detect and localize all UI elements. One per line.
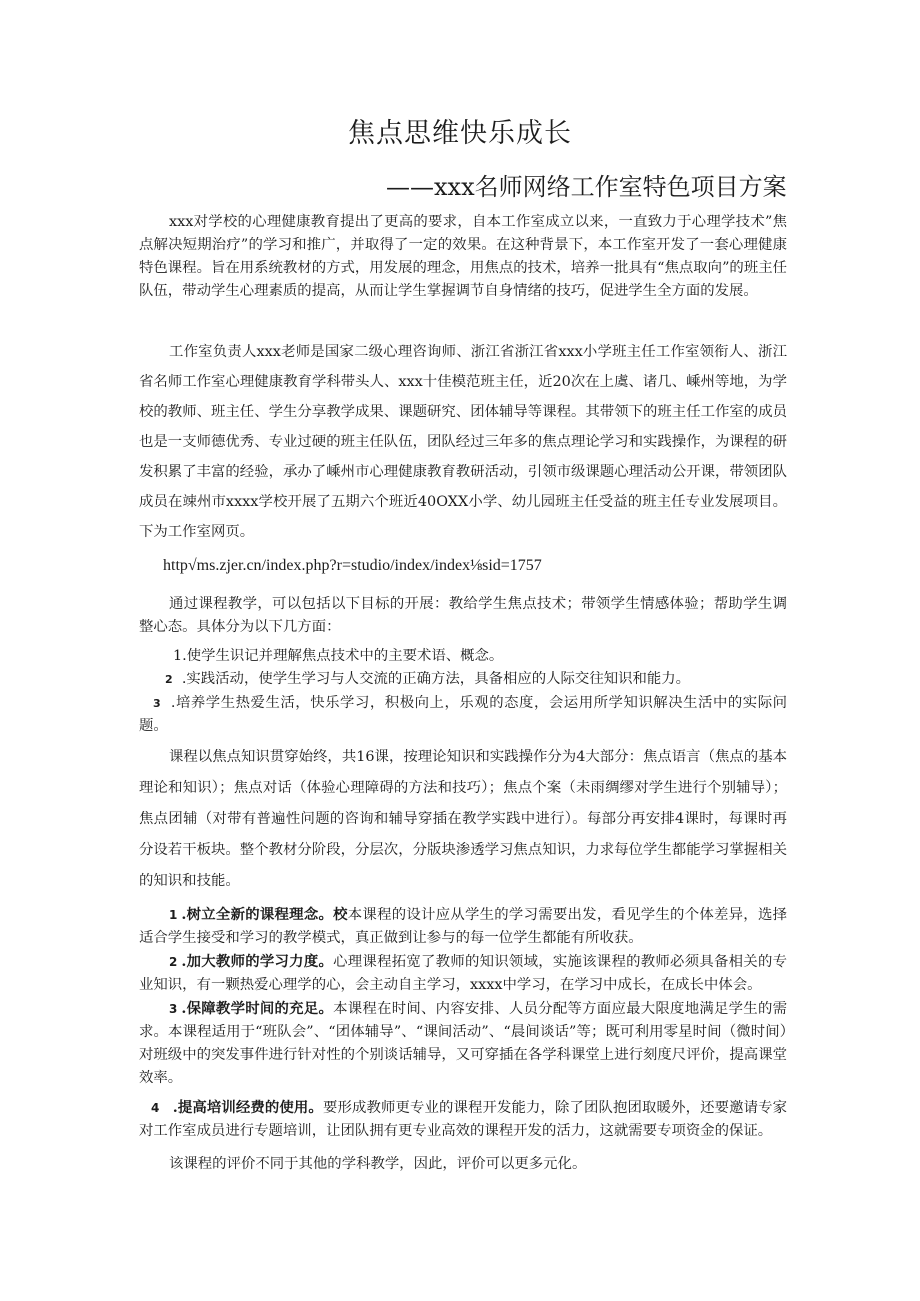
measure-2-body: 心理课程拓宽了教师的知识领域，实施该课程的教师必须具备相关的专业知识，有一颗热爱心理学的心，会主动自主学习，xxxx中学习，在学习中成长，在成长中体会。 xyxy=(139,954,787,993)
measure-item-1 xyxy=(139,903,787,950)
goal-item-3-text: .培养学生热爱生活，快乐学习，积极向上，乐观的态度，会运用所学知识解决生活中的实际问题。 xyxy=(139,695,787,734)
goal-item-2-text: .实践活动，使学生学习与人交流的正确方法，具备相应的人际交往知识和能力。 xyxy=(181,671,691,687)
measure-1-heading: .树立全新的课程理念。校 xyxy=(181,906,348,923)
measure-1-number: 1 xyxy=(169,908,178,922)
intro-paragraph: xxx对学校的心理健康教育提出了更高的要求，自本工作室成立以来，一直致力于心理学技术”焦点解决短期治疗”的学习和推广，并取得了一定的效果。在这种背景下，本工作室开发了一套心理健康特色课程。旨在用系统教材的方式，用发展的理念，用焦点的技术，培养一批具有“焦点取向”的班主任队伍，带动学生心理素质的提高，从而让学生掌握调节自身情绪的技巧，促进学生全方面的发展。 xyxy=(139,214,787,299)
goal-item-1: 1.使学生识记并理解焦点技术中的主要术语、概念。 xyxy=(173,648,504,664)
structure-paragraph: 课程以焦点知识贯穿始终，共16课，按理论知识和实践操作分为4大部分：焦点语言（焦点的基本理论和知识）；焦点对话（体验心理障碍的方法和技巧）；焦点个案（未雨绸缪对学生进行个别辅导）；焦点团辅（对带有普遍性问题的咨询和辅导穿插在教学实践中进行）。每部分再安排4课时，每课时再分设若干板块。整个教材分阶段，分层次，分版块渗透学习焦点知识，力求每位学生都能学习掌握相关的知识和技能。 xyxy=(139,749,787,889)
goal-item-3-number: 3 xyxy=(153,697,161,710)
measure-3-body: 本课程在时间、内容安排、人员分配等方面应最大限度地满足学生的需求。本课程适用于“班队会”、“团体辅导”、“课间活动”、“晨间谈话”等；既可利用零星时间（微时间）对班级中的突发事件进行针对性的个别谈话辅导，又可穿插在各学科课堂上进行刻度尺评价，提高课堂效率。 xyxy=(139,1001,787,1086)
measure-4-number: 4 xyxy=(151,1101,160,1115)
studio-url: http√ms.zjer.cn/index.php?r=studio/index/index⅛sid=1757 xyxy=(163,557,542,574)
measure-3-heading: .保障教学时间的充足。 xyxy=(181,1000,334,1017)
goals-paragraph: 通过课程教学，可以包括以下目标的开展：教给学生焦点技术；带领学生情感体验；帮助学生调整心态。具体分为以下几方面： xyxy=(139,596,787,635)
measure-item-2 xyxy=(139,950,787,997)
measure-item-4 xyxy=(139,1096,787,1143)
document-subtitle: ——xxx名师网络工作室特色项目方案 xyxy=(386,173,787,201)
measure-item-3 xyxy=(139,997,787,1090)
measure-3-number: 3 xyxy=(169,1002,178,1016)
goal-item-2 xyxy=(165,667,690,688)
evaluation-paragraph: 该课程的评价不同于其他的学科教学，因此，评价可以更多元化。 xyxy=(169,1156,587,1172)
measure-4-body: 要形成教师更专业的课程开发能力，除了团队抱团取暖外，还要邀请专家对工作室成员进行专题培训，让团队拥有更专业高效的课程开发的活力，这就需要专项资金的保证。 xyxy=(139,1100,787,1139)
measure-2-number: 2 xyxy=(169,955,178,969)
measure-2-heading: .加大教师的学习力度。 xyxy=(181,953,334,970)
goal-item-3 xyxy=(139,692,787,738)
document-title: 焦点思维快乐成长 xyxy=(348,118,572,149)
measure-1-body: 本课程的设计应从学生的学习需要出发，看见学生的个体差异，选择适合学生接受和学习的教学模式，真正做到让参与的每一位学生都能有所收获。 xyxy=(139,907,787,946)
goal-item-2-number: 2 xyxy=(165,673,173,686)
measure-4-heading: .提高培训经费的使用。 xyxy=(172,1099,323,1116)
leader-paragraph: 工作室负责人xxx老师是国家二级心理咨询师、浙江省浙江省xxx小学班主任工作室领衔人、浙江省名师工作室心理健康教育学科带头人、xxx十佳模范班主任，近20次在上虞、诸几、嵊州等地，为学校的教师、班主任、学生分享教学成果、课题研究、团体辅导等课程。其带领下的班主任工作室的成员也是一支师德优秀、专业过硬的班主任队伍，团队经过三年多的焦点理论学习和实践操作，为课程的研发积累了丰富的经验，承办了嵊州市心理健康教育教研活动，引领市级课题心理活动公开课，带领团队成员在竦州市xxxx学校开展了五期六个班近40OXX小学、幼儿园班主任受益的班主任专业发展项目。下为工作室网页。 xyxy=(139,344,787,540)
